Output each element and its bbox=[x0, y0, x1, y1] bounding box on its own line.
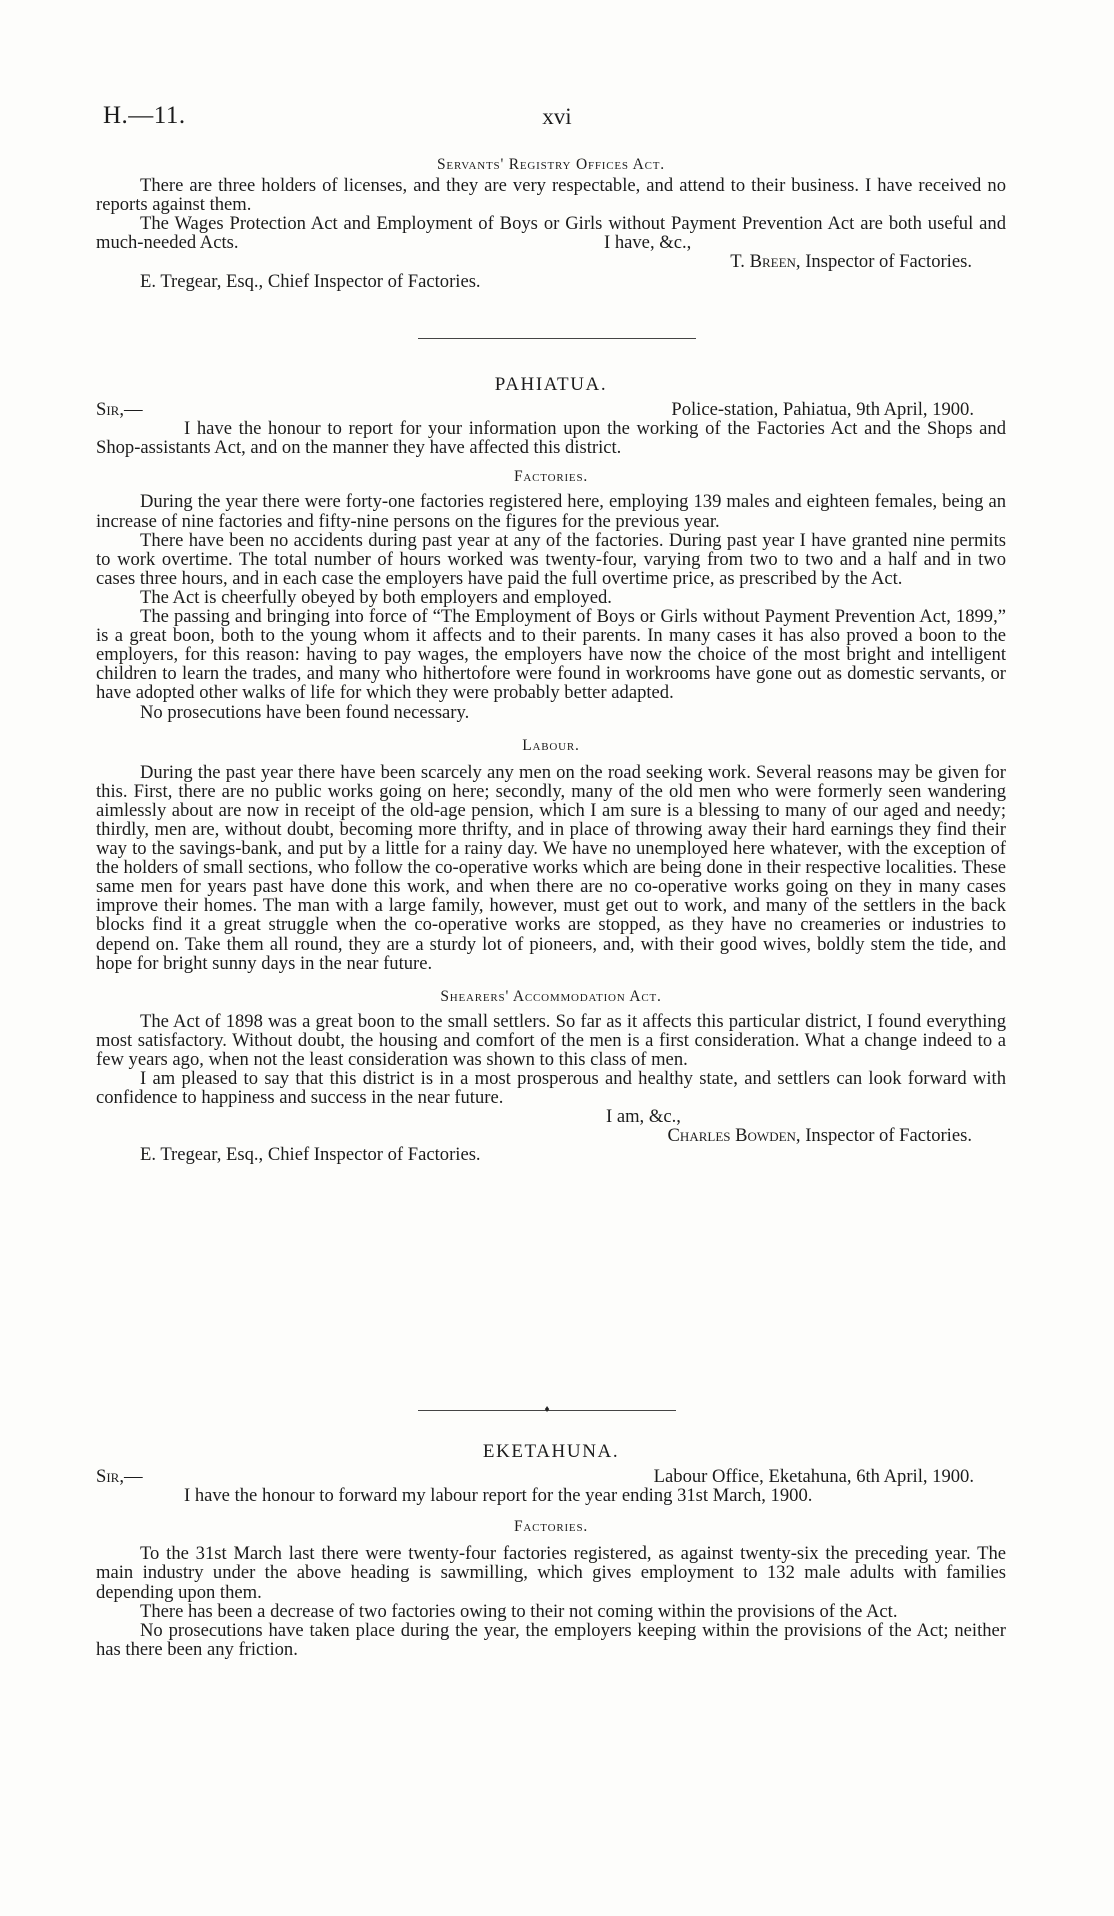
paragraph: There have been no accidents during past year at any of the factories. During past year I have granted nine permits to work overtime. The total number of hours worked was twenty-four, varying from two to two and a half and in two cases three hours, and in each case the employers have paid the full overtime price, as prescribed by the Act. bbox=[96, 529, 1006, 589]
intro-paragraph: I have the honour to forward my labour report for the year ending 31st March, 1900. bbox=[184, 1485, 813, 1507]
paragraph: During the past year there have been scarcely any men on the road seeking work. Several reasons may be given for this. First, there are no public works going on here; secondly, many of the old men who were formerly seen wandering aimlessly about are now in receipt of the old-age pension, which I am sure is a blessing to many of our aged and needy; thirdly, men are, without doubt, becoming more thrifty, and in place of throwing away their hard earnings they find their way to the savings-bank, and put by a little for a rainy day. We have no unemployed here whatever, with the exception of the holders of small sections, who follow the co-operative works which are being done in their respective localities. These same men for years past have done this work, and when there are no co-operative works going on they in many cases improve their homes. The man with a large family, however, must get out to work, and many of the settlers in the back blocks find it a great struggle when the co-operative works are stopped, as they have no creameries or industries to depend on. Take them all round, they are a sturdy lot of pioneers, and, with their good wives, boldly stem the tide, and hope for bright sunny days in the near future. bbox=[96, 761, 1006, 974]
divider-ornament-icon: ♦ bbox=[544, 1404, 550, 1415]
sign-off: I have, &c., bbox=[604, 232, 692, 254]
signer-line bbox=[96, 252, 1006, 271]
intro-paragraph: I have the honour to report for your information upon the working of the Factories Act and the Shops and Shop-assistants Act, and on the manner they have affected this district. bbox=[96, 418, 1006, 459]
signer-line bbox=[96, 1126, 1006, 1145]
district-title: EKETAHUNA. bbox=[482, 1441, 620, 1462]
addressee: E. Tregear, Esq., Chief Inspector of Factories. bbox=[140, 270, 481, 292]
signer-title: , Inspector of Factories. bbox=[795, 1125, 972, 1147]
labour-heading: Labour. bbox=[522, 736, 580, 754]
salutation: Sir,— bbox=[96, 399, 143, 421]
salutation: Sir,— bbox=[96, 1466, 143, 1488]
factories-heading: Factories. bbox=[513, 1518, 589, 1536]
servants-registry-section bbox=[96, 155, 1006, 291]
paragraph: During the year there were forty-one factories registered here, employing 139 males and eighteen females, being an increase of nine factories and fifty-nine persons on the figures for the previous year. bbox=[96, 491, 1006, 532]
paragraph: There has been a decrease of two factories owing to their not coming within the provisions of the Act. bbox=[140, 1600, 898, 1622]
sign-off: I am, &c., bbox=[606, 1106, 681, 1128]
paragraph: No prosecutions have taken place during the year, the employers keeping within the provisions of the Act; neither has there been any friction. bbox=[96, 1619, 1006, 1660]
addressee: E. Tregear, Esq., Chief Inspector of Factories. bbox=[140, 1144, 481, 1166]
section-heading: Servants' Registry Offices Act. bbox=[437, 156, 665, 173]
signer-name: T. Breen bbox=[730, 251, 796, 273]
paragraph: No prosecutions have been found necessary. bbox=[140, 701, 470, 723]
paragraph: To the 31st March last there were twenty-four factories registered, as against twenty-six the preceding year. The main industry under the above heading is sawmilling, which gives employment to 132 male adults with families depending upon them. bbox=[96, 1543, 1006, 1603]
eketahuna-report bbox=[96, 1442, 1006, 1659]
dateline: Police-station, Pahiatua, 9th April, 1900. bbox=[671, 399, 974, 421]
factories-heading: Factories. bbox=[513, 468, 589, 486]
paragraph: The Act is cheerfully obeyed by both employers and employed. bbox=[140, 586, 612, 608]
salutation-row bbox=[96, 400, 1006, 419]
section-divider bbox=[418, 1405, 676, 1415]
district-title: PAHIATUA. bbox=[494, 374, 608, 395]
dateline: Labour Office, Eketahuna, 6th April, 1900. bbox=[653, 1466, 974, 1488]
paragraph: I am pleased to say that this district is in a most prosperous and healthy state, and settlers can look forward with confidence to happiness and success in the near future. bbox=[96, 1068, 1006, 1109]
pahiatua-report bbox=[96, 375, 1006, 1165]
paragraph: The passing and bringing into force of “The Employment of Boys or Girls without Payment Prevention Act, 1899,” is a great boon, both to the young whom it affects and to their parents. In many cases it has also proved a boon to the employers, for this reason: having to pay wages, the employers have now the choice of the most bright and intelligent children to learn the trades, and many who hithertofore were found in workrooms have gone out as domestic servants, or have adopted other walks of life for which they were probably better adapted. bbox=[96, 606, 1006, 704]
signer-name: Charles Bowden bbox=[667, 1125, 796, 1147]
shearers-heading: Shearers' Accommodation Act. bbox=[440, 987, 662, 1005]
salutation-row bbox=[96, 1467, 1006, 1486]
paragraph: The Wages Protection Act and Employment of Boys or Girls without Payment Prevention Act are both useful and much-needed Acts. bbox=[96, 213, 1006, 254]
paragraph: The Act of 1898 was a great boon to the small settlers. So far as it affects this particular district, I found everything most satisfactory. Without doubt, the housing and comfort of the men is a first consideration. What a change indeed to a few years ago, when not the least consideration was shown to this class of men. bbox=[96, 1010, 1006, 1070]
report-reference: H.—11. bbox=[103, 102, 186, 129]
signer-title: , Inspector of Factories. bbox=[795, 251, 972, 273]
section-divider bbox=[418, 338, 696, 339]
paragraph: There are three holders of licenses, and they are very respectable, and attend to their business. I have received no reports against them. bbox=[96, 175, 1006, 216]
page-number: xvi bbox=[542, 104, 572, 129]
